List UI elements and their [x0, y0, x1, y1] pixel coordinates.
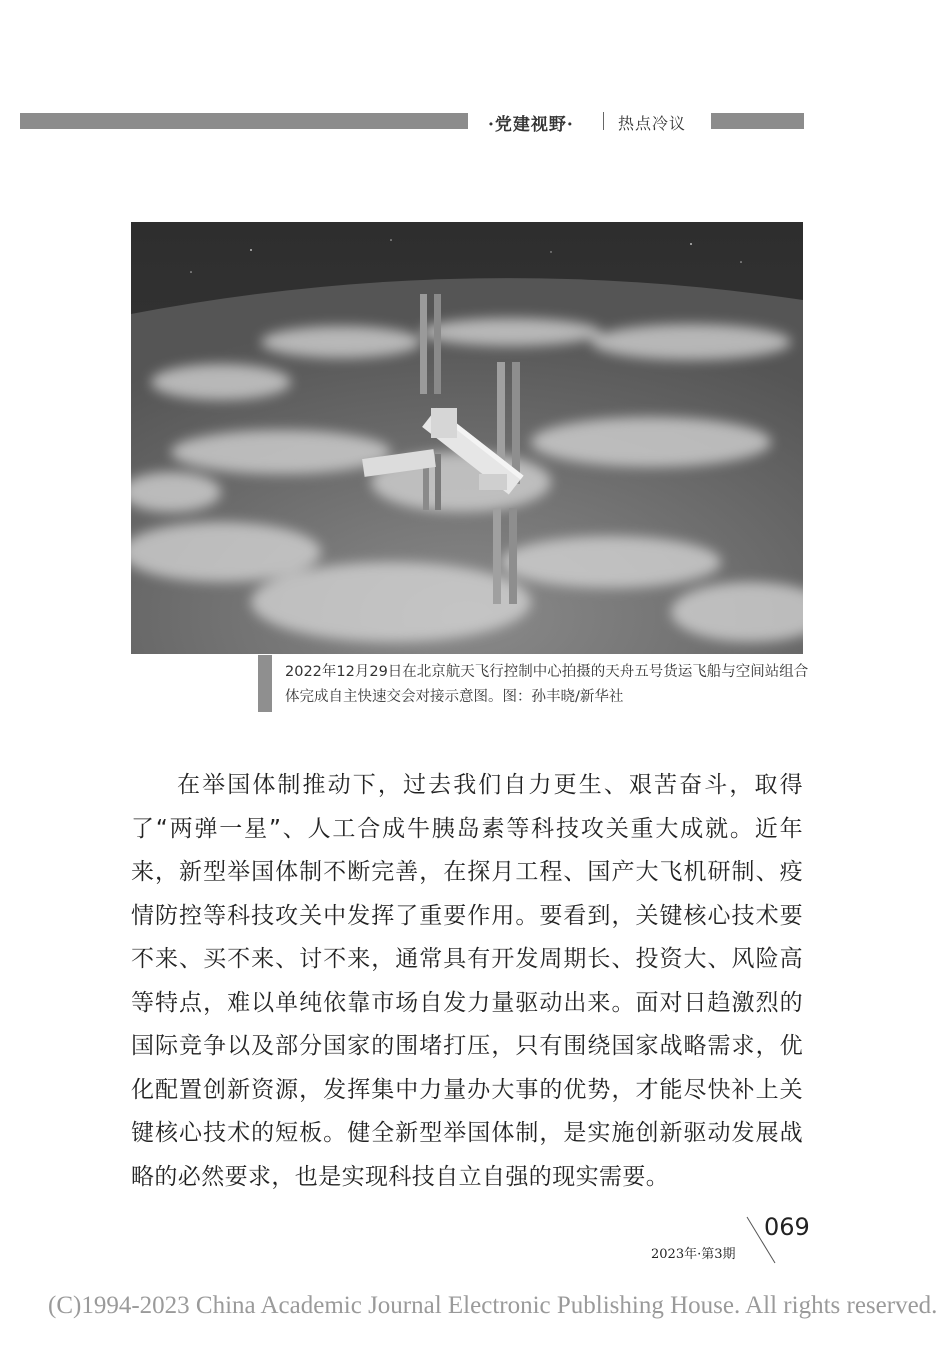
- page-number: 069: [764, 1213, 810, 1241]
- photo-caption: 2022年12月29日在北京航天飞行控制中心拍摄的天舟五号货运飞船与空间站组合体完成自主快速交会对接示意图。图：孙丰晓/新华社: [285, 664, 809, 705]
- caption-bar: [258, 655, 272, 712]
- column-title: 热点冷议: [618, 114, 687, 133]
- space-station-photo: [131, 222, 803, 654]
- header-bar-right: [711, 113, 804, 129]
- issue-label: 2023年·第3期: [651, 1247, 736, 1262]
- copyright-notice: (C)1994-2023 China Academic Journal Electronic Publishing House. All rights reserved.: [48, 1292, 938, 1319]
- section-title: ·党建视野·: [488, 115, 574, 135]
- header-bar-left: [20, 113, 468, 129]
- header-separator: [603, 112, 604, 130]
- body-paragraph: 在举国体制推动下，过去我们自力更生、艰苦奋斗，取得了“两弹一星”、人工合成牛胰岛素等科技攻关重大成就。近年来，新型举国体制不断完善，在探月工程、国产大飞机研制、疫情防控等科技攻关中发挥了重要作用。要看到，关键核心技术要不来、买不来、讨不来，通常具有开发周期长、投资大、风险高等特点，难以单纯依靠市场自发力量驱动出来。面对日趋激烈的国际竞争以及部分国家的围堵打压，只有围绕国家战略需求，优化配置创新资源，发挥集中力量办大事的优势，才能尽快补上关键核心技术的短板。健全新型举国体制，是实施创新驱动发展战略的必然要求，也是实现科技自立自强的现实需要。: [131, 772, 803, 1190]
